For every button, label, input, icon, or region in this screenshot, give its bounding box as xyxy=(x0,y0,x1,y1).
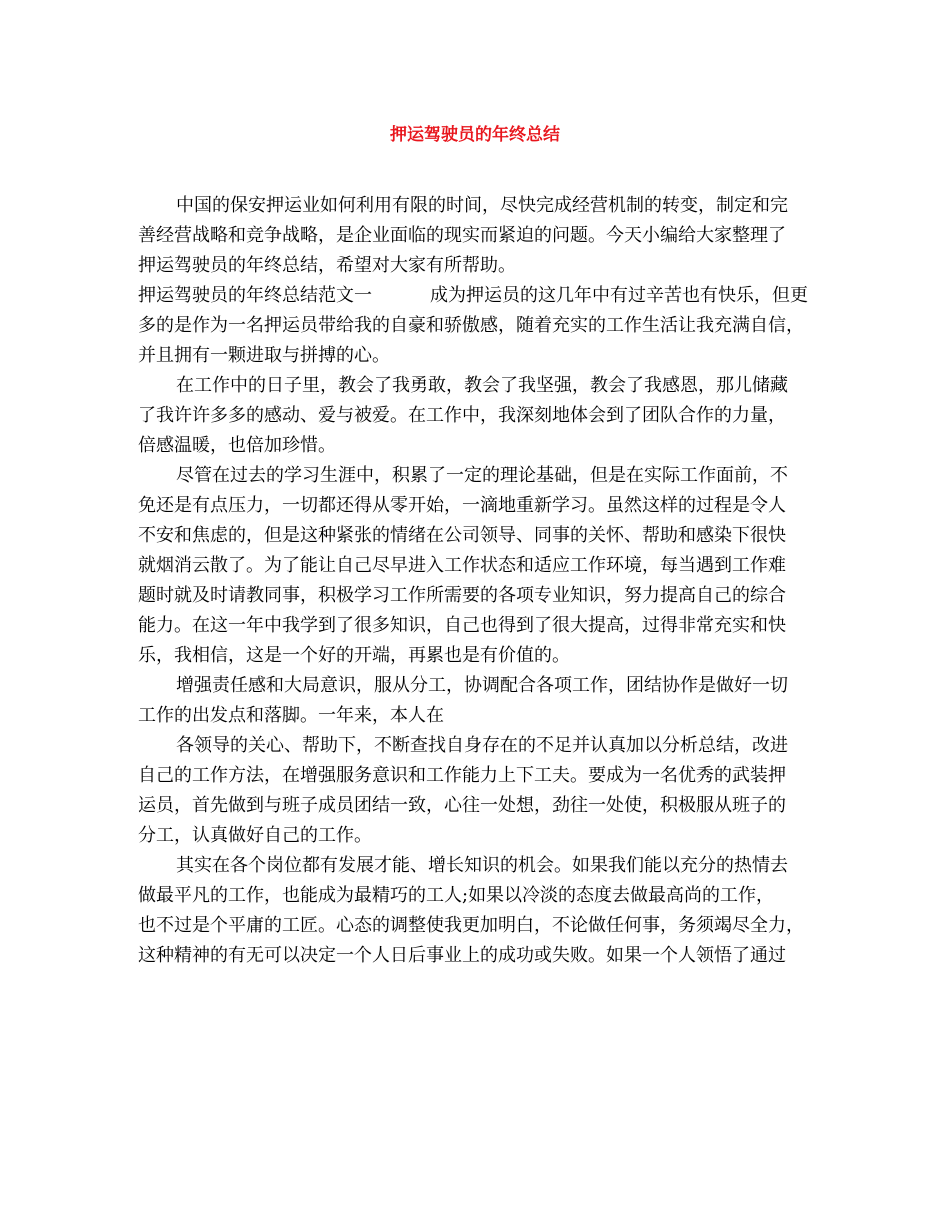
text-line: 做最平凡的工作，也能成为最精巧的工人;如果以冷淡的态度去做最高尚的工作， xyxy=(138,885,775,906)
text-line: 押运驾驶员的年终总结，希望对大家有所帮助。 xyxy=(138,255,516,276)
text-line: 能力。在这一年中我学到了很多知识，自己也得到了很大提高，过得非常充实和快 xyxy=(138,615,786,636)
text-line: 倍感温暖，也倍加珍惜。 xyxy=(138,435,336,456)
line-text: 成为押运员的这几年中有过辛苦也有快乐，但更 xyxy=(430,285,808,306)
text-line: 也不过是个平庸的工匠。心态的调整使我更加明白，不论做任何事，务须竭尽全力， xyxy=(138,915,804,936)
text-line: 了我许许多多的感动、爱与被爱。在工作中，我深刻地体会到了团队合作的力量， xyxy=(138,405,786,426)
text-line: 中国的保安押运业如何利用有限的时间，尽快完成经营机制的转变，制定和完 xyxy=(176,195,788,216)
text-line: 题时就及时请教同事，积极学习工作所需要的各项专业知识，努力提高自己的综合 xyxy=(138,585,786,606)
text-line: 在工作中的日子里，教会了我勇敢，教会了我坚强，教会了我感恩，那儿储藏 xyxy=(176,375,788,396)
text-line: 乐，我相信，这是一个好的开端，再累也是有价值的。 xyxy=(138,645,570,666)
text-line: 工作的出发点和落脚。一年来，本人在 xyxy=(138,705,444,726)
text-line: 尽管在过去的学习生涯中，积累了一定的理论基础，但是在实际工作面前，不 xyxy=(176,465,788,486)
text-line: 善经营战略和竞争战略，是企业面临的现实而紧迫的问题。今天小编给大家整理了 xyxy=(138,225,786,246)
text-line: 运员，首先做到与班子成员团结一致，心往一处想，劲往一处使，积极服从班子的 xyxy=(138,795,786,816)
text-line: 就烟消云散了。为了能让自己尽早进入工作状态和适应工作环境，每当遇到工作难 xyxy=(138,555,786,576)
text-line: 免还是有点压力，一切都还得从零开始，一滴地重新学习。虽然这样的过程是令人 xyxy=(138,495,786,516)
text-line: 自己的工作方法，在增强服务意识和工作能力上下工夫。要成为一名优秀的武装押 xyxy=(138,765,786,786)
document-title: 押运驾驶员的年终总结 xyxy=(390,125,560,145)
text-line: 增强责任感和大局意识，服从分工，协调配合各项工作，团结协作是做好一切 xyxy=(176,675,788,696)
text-line: 并且拥有一颗进取与拼搏的心。 xyxy=(138,345,390,366)
section-heading: 押运驾驶员的年终总结范文一 xyxy=(138,285,372,306)
document-body xyxy=(138,191,820,971)
text-line: 多的是作为一名押运员带给我的自豪和骄傲感，随着充实的工作生活让我充满自信， xyxy=(138,315,804,336)
text-line: 分工，认真做好自己的工作。 xyxy=(138,825,372,846)
text-line: 各领导的关心、帮助下，不断查找自身存在的不足并认真加以分析总结，改进 xyxy=(176,735,788,756)
text-line: 其实在各个岗位都有发展才能、增长知识的机会。如果我们能以充分的热情去 xyxy=(176,855,788,876)
text-line: 不安和焦虑的，但是这种紧张的情绪在公司领导、同事的关怀、帮助和感染下很快 xyxy=(138,525,786,546)
text-line: 这种精神的有无可以决定一个人日后事业上的成功或失败。如果一个人领悟了通过 xyxy=(138,945,786,966)
text-line xyxy=(138,281,820,311)
